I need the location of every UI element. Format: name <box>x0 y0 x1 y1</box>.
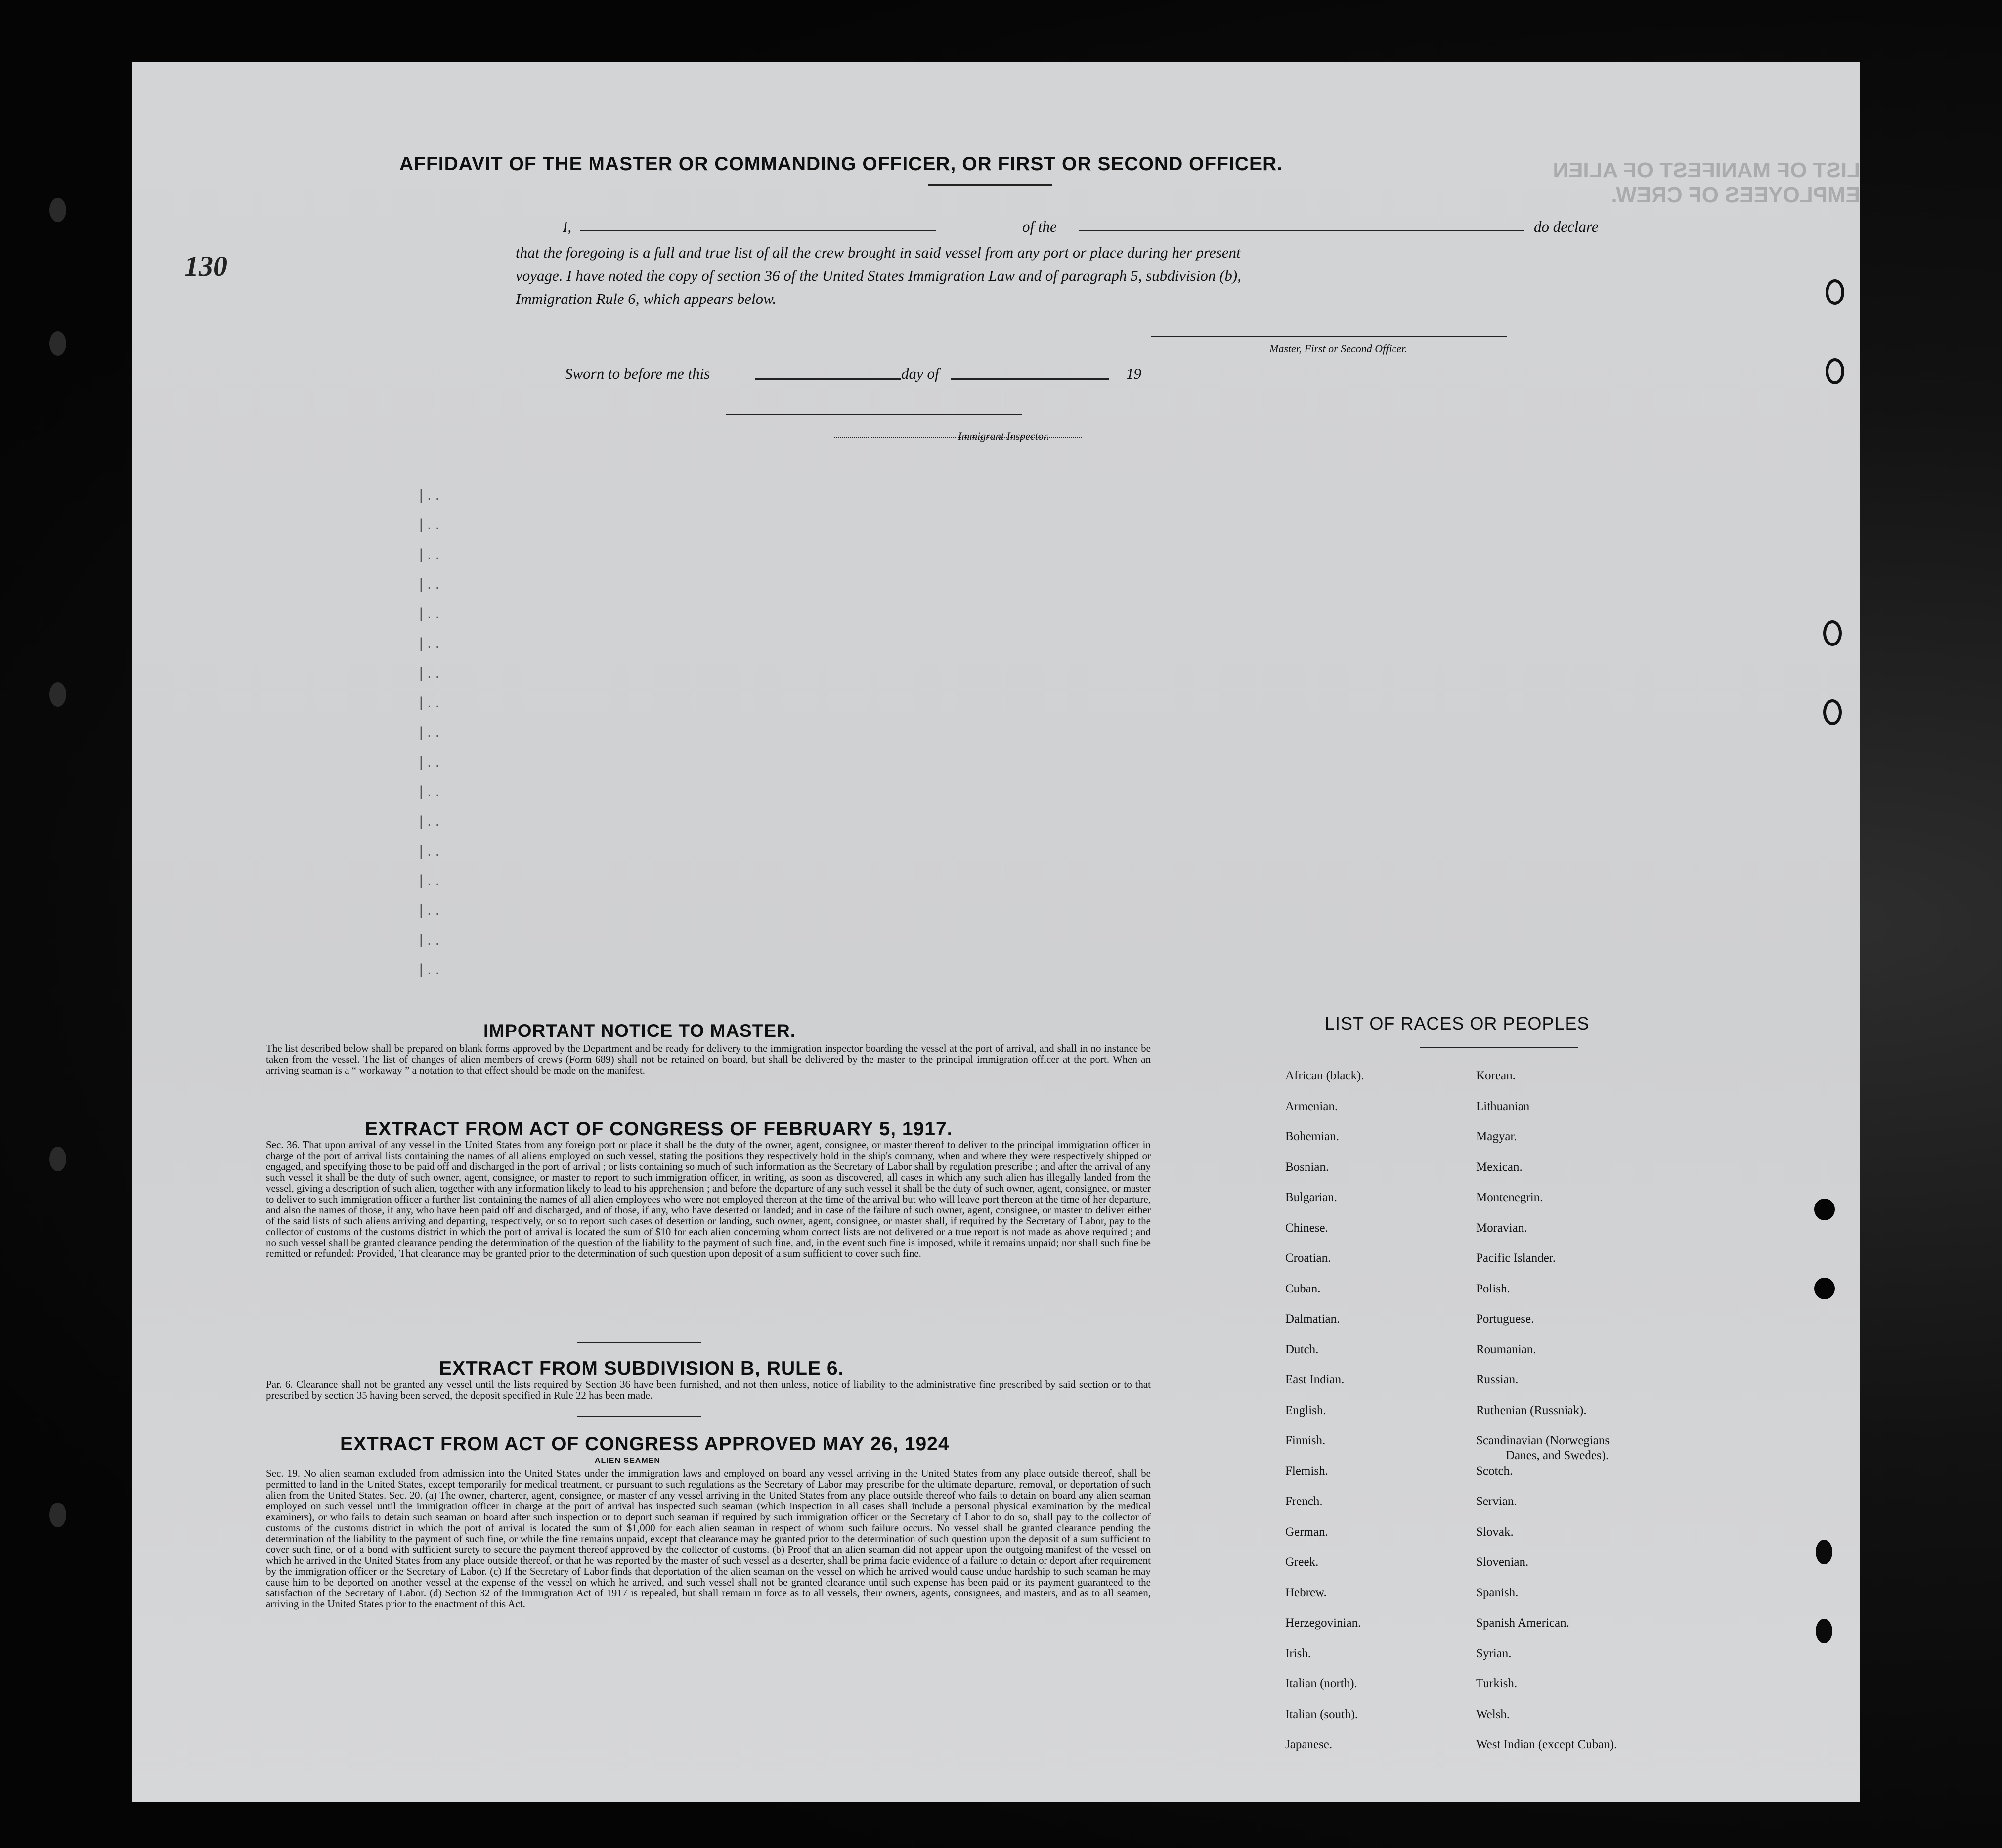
race-item: Bulgarian. <box>1285 1191 1337 1204</box>
section-divider <box>577 1416 701 1417</box>
race-item: French. <box>1285 1495 1323 1508</box>
faint-tick: | . . <box>419 665 440 681</box>
faint-tick: | . . <box>419 754 440 770</box>
sworn-day-of-label: day of <box>901 365 939 382</box>
race-item: Russian. <box>1476 1373 1519 1386</box>
extract-1924-subtitle: ALIEN SEAMEN <box>595 1457 660 1465</box>
race-item: Italian (north). <box>1285 1677 1357 1690</box>
race-item: African (black). <box>1285 1069 1364 1082</box>
punch-hole-icon <box>1816 1619 1832 1643</box>
faint-tick: | . . <box>419 516 440 533</box>
punch-hole-icon <box>1814 1199 1835 1220</box>
race-item: Croatian. <box>1285 1251 1331 1265</box>
border-hole-icon <box>49 1147 66 1171</box>
extract-1924-text: Sec. 19. No alien seaman excluded from admission into the United States under the immigration laws and employed on board any vessel arriving in the United States from any place outside thereof, shall be permitted to land in the United States, except temporarily for medical treatment, or pursuant to such regulations as the Secretary of Labor may prescribe for the ultimate departure, removal, or deportation of such alien from the United States. Sec. 20. (a) The owner, charterer, agent, consignee, or master of any vessel arriving in the United States from any place outside thereof who fails to detain on board any alien seaman employed on such vessel until the immigration officer in charge at the port of arrival has inspected such seaman (which inspection in all cases shall include a personal physical examination by the medical examiners), or who fails to detain such seaman on board after such inspection or to deport such seaman if required by such immigration officer or the Secretary of Labor to do so, shall pay to the collector of customs of the customs district in which the port of arrival is located the sum of $1,000 for each alien seaman in respect of whom such failure occurs. No vessel shall be granted clearance pending the determination of the liability to the payment of such fine, or while the fine remains unpaid, except that clearance may be granted prior to the determination of such question upon the deposit of a sum sufficient to cover such fine, or of a bond with sufficient surety to secure the payment thereof approved by the collector of customs. (b) Proof that an alien seaman did not appear upon the outgoing manifest of the vessel on which he arrived in the United States from any place outside thereof, or that he was reported by the master of such vessel as a deserter, shall be prima facie evidence of a failure to detain or deport after requirement by the immigration officer or the Secretary of Labor. (c) If the Secretary of Labor finds that deportation of the alien seaman on the vessel on which he arrived would cause undue hardship to such seaman he may cause him to be deported on another vessel at the expense of the vessel on which he arrived, and such vessel shall not be granted clearance until such expense has been paid or its payment guaranteed to the satisfaction of the Secretary of Labor. (d) Section 32 of the Immigration Act of 1917 is repealed, but shall remain in force as to all vessels, their owners, agents, consignees, and masters, and as to all seamen, arriving in the United States prior to the enactment of this Act. <box>266 1467 1151 1610</box>
sworn-label: Sworn to before me this <box>565 365 710 382</box>
faint-tick: | . . <box>419 487 440 503</box>
race-item: Bohemian. <box>1285 1130 1340 1143</box>
affidavit-line1-end: do declare <box>1534 218 1599 235</box>
title-underline <box>928 184 1052 186</box>
race-item: Dutch. <box>1285 1343 1319 1356</box>
faint-tick: | . . <box>419 843 440 859</box>
affidavit-line1-start: I, <box>563 218 572 235</box>
page-number-handwritten: 130 <box>184 250 227 282</box>
faint-tick: | . . <box>419 872 440 889</box>
race-item: Hebrew. <box>1285 1586 1327 1599</box>
binder-hole-icon <box>1823 620 1842 646</box>
document-page <box>132 62 1860 1802</box>
race-item: West Indian (except Cuban). <box>1476 1738 1617 1751</box>
races-title: LIST OF RACES OR PEOPLES <box>1325 1013 1590 1033</box>
race-item: Welsh. <box>1476 1708 1510 1721</box>
binder-hole-icon <box>1823 699 1842 725</box>
binder-hole-icon <box>1826 358 1844 384</box>
affidavit-line3: voyage. I have noted the copy of section 36 of the United States Immigration Law and of paragraph 5, subdivision (b), <box>516 267 1241 284</box>
race-item: Lithuanian <box>1476 1100 1530 1113</box>
race-item: Cuban. <box>1285 1282 1321 1295</box>
race-item: Bosnian. <box>1285 1160 1329 1174</box>
notice-title: IMPORTANT NOTICE TO MASTER. <box>483 1021 796 1041</box>
race-item: Spanish American. <box>1476 1616 1569 1630</box>
race-item: Pacific Islander. <box>1476 1251 1556 1265</box>
border-hole-icon <box>49 1503 66 1527</box>
border-hole-icon <box>49 682 66 707</box>
affidavit-line4: Immigration Rule 6, which appears below. <box>516 290 777 307</box>
race-item: Slovenian. <box>1476 1555 1529 1569</box>
faint-tick: | . . <box>419 813 440 829</box>
sworn-day-line[interactable] <box>755 378 901 380</box>
bleed-through-text: LIST OF MANIFEST OF ALIEN EMPLOYEES OF CREW. <box>1553 158 1860 207</box>
race-item: Italian (south). <box>1285 1708 1358 1721</box>
section-divider <box>577 1342 701 1343</box>
race-item: Dalmatian. <box>1285 1312 1340 1326</box>
race-item: Armenian. <box>1285 1100 1338 1113</box>
vessel-name-line[interactable] <box>1079 230 1524 231</box>
faint-tick: | . . <box>419 635 440 651</box>
extract-rule6-title: EXTRACT FROM SUBDIVISION B, RULE 6. <box>439 1358 844 1379</box>
binder-hole-icon <box>1826 279 1844 305</box>
extract-1917-title: EXTRACT FROM ACT OF CONGRESS OF FEBRUARY 5, 1917. <box>365 1118 953 1140</box>
race-item: Montenegrin. <box>1476 1191 1543 1204</box>
faint-tick: | . . <box>419 694 440 711</box>
race-item: Moravian. <box>1476 1221 1527 1235</box>
faint-tick: | . . <box>419 783 440 800</box>
race-item: Scotch. <box>1476 1464 1513 1478</box>
race-item: Herzegovinian. <box>1285 1616 1361 1630</box>
race-item: Magyar. <box>1476 1130 1517 1143</box>
inspector-label: Immigrant Inspector. <box>958 430 1049 442</box>
race-item: Scandinavian (Norwegians <box>1476 1434 1610 1447</box>
race-item: Ruthenian (Russniak). <box>1476 1404 1587 1417</box>
faint-tick: | . . <box>419 932 440 948</box>
race-item: Syrian. <box>1476 1647 1512 1660</box>
race-item: Polish. <box>1476 1282 1510 1295</box>
extract-1917-text: Sec. 36. That upon arrival of any vessel in the United States from any foreign port or place it shall be the duty of the owner, agent, consignee, or master thereof to deliver to the principal immigration officer in charge of the port of arrival lists containing the names of all aliens employed on such vessel, stating the positions they respectively hold in the ship's company, when and where they were respectively shipped or engaged, and specifying those to be paid off and discharged in the port of arrival ; or lists containing so much of such information as the Secretary of Labor shall by regulation prescribe ; and after the arrival of any such vessel it shall be the duty of such owner, agent, consignee, or master to report to such immigration officer, in writing, as soon as discovered, all cases in which any such alien has illegally landed from the vessel, giving a description of such alien, together with any information likely to lead to his apprehension ; and before the departure of any such vessel it shall be the duty of such owner, agent, consignee, or master to deliver to such immigration officer a further list containing the names of all alien employees who were not employed thereon at the time of the arrival but who will leave port thereon at the time of her departure, and also the names of those, if any, who have been paid off and discharged, and of those, if any, who have deserted or landed; and in case of the failure of such owner, agent, consignee, or master to deliver either of the said lists of such aliens arriving and departing, respectively, or so to report such cases of desertion or landing, such owner, agent, consignee, or master shall, if required by the Secretary of Labor, pay to the collector of customs of the customs district in which the port of arrival is located the sum of $10 for each alien concerning whom correct lists are not delivered or a true report is not made as above required ; and no such vessel shall be granted clearance pending the determination of the question of the liability to the payment of such fine, and, in the event such fine is imposed, while it remains unpaid; nor shall such fine be remitted or refunded: Provided, That clearance may be granted prior to the determination of such question upon deposit of a sum sufficient to cover such fine. <box>266 1139 1151 1259</box>
faint-tick: | . . <box>419 724 440 740</box>
race-item: Slovak. <box>1476 1525 1514 1539</box>
declarant-name-line[interactable] <box>580 230 936 231</box>
punch-hole-icon <box>1816 1540 1832 1564</box>
affidavit-line2: that the foregoing is a full and true list of all the crew brought in said vessel from any port or place during her present <box>516 244 1241 261</box>
race-item: Turkish. <box>1476 1677 1518 1690</box>
race-item: Roumanian. <box>1476 1343 1536 1356</box>
master-signature-line[interactable] <box>1151 336 1507 337</box>
faint-tick: | . . <box>419 546 440 562</box>
inspector-signature-line-1[interactable] <box>726 414 1022 415</box>
sworn-month-line[interactable] <box>951 378 1109 380</box>
faint-tick: | . . <box>419 605 440 622</box>
race-item: Irish. <box>1285 1647 1311 1660</box>
extract-rule6-text: Par. 6. Clearance shall not be granted any vessel until the lists required by Section 36 have been furnished, and not then unless, notice of liability to the administrative fine prescribed by said section or to that prescribed by section 35 having been served, the deposit specified in Rule 22 has been made. <box>266 1378 1151 1401</box>
race-item: Spanish. <box>1476 1586 1519 1599</box>
race-item: Japanese. <box>1285 1738 1333 1751</box>
punch-hole-icon <box>1814 1278 1835 1299</box>
race-item: Greek. <box>1285 1555 1319 1569</box>
border-hole-icon <box>49 331 66 356</box>
race-item-continuation: Danes, and Swedes). <box>1506 1449 1609 1462</box>
affidavit-line1-vessel-label: of the <box>1022 218 1057 235</box>
sworn-year-label: 19 <box>1126 365 1141 382</box>
race-item: Servian. <box>1476 1495 1517 1508</box>
race-item: Mexican. <box>1476 1160 1523 1174</box>
race-item: East Indian. <box>1285 1373 1345 1386</box>
border-hole-icon <box>49 198 66 222</box>
master-signature-label: Master, First or Second Officer. <box>1269 343 1407 355</box>
race-item: Korean. <box>1476 1069 1516 1082</box>
race-item: Portuguese. <box>1476 1312 1534 1326</box>
notice-text: The list described below shall be prepared on blank forms approved by the Department and be ready for delivery to the immigration inspector boarding the vessel at the port of arrival, and shall in no instance be taken from the vessel. The list of changes of alien members of crews (Form 689) shall not be retained on board, but shall be delivered by the master to the principal immigration officer at the port. When an arriving seaman is a “ workaway ” a notation to that effect should be made on the manifest. <box>266 1042 1151 1076</box>
faint-tick: | . . <box>419 902 440 918</box>
affidavit-title: AFFIDAVIT OF THE MASTER OR COMMANDING OFFICER, OR FIRST OR SECOND OFFICER. <box>399 153 1283 174</box>
faint-tick: | . . <box>419 576 440 592</box>
extract-1924-title: EXTRACT FROM ACT OF CONGRESS APPROVED MAY 26, 1924 <box>340 1433 950 1455</box>
race-item: Chinese. <box>1285 1221 1328 1235</box>
race-item: English. <box>1285 1404 1326 1417</box>
race-item: Finnish. <box>1285 1434 1326 1447</box>
faint-tick: | . . <box>419 961 440 978</box>
race-item: Flemish. <box>1285 1464 1328 1478</box>
race-item: German. <box>1285 1525 1328 1539</box>
races-title-underline <box>1420 1047 1578 1048</box>
